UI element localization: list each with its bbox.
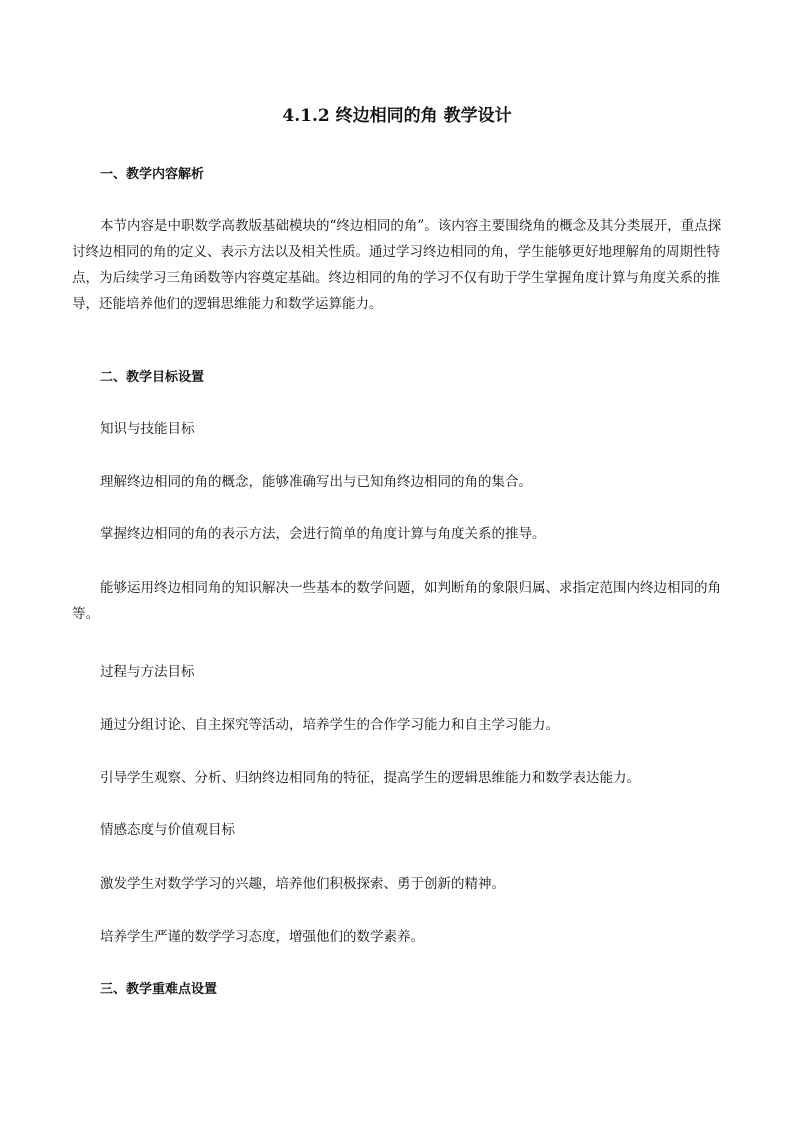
- section-heading-objectives: 二、教学目标设置: [100, 370, 205, 385]
- content-analysis-paragraph: 本节内容是中职数学高教版基础模块的“终边相同的角”。该内容主要围绕角的概念及其分类展开，重点探讨终边相同的角的定义、表示方法以及相关性质。通过学习终边相同的角，学生能够更好地理解角的周期性特点，为后续学习三角函数等内容奠定基础。终边相同的角的学习不仅有助于学生掌握角度计算与角度关系的推导，还能培养他们的逻辑思维能力和数学运算能力。: [72, 218, 722, 312]
- process-methods-label: 过程与方法目标: [100, 664, 195, 680]
- page-title: 4.1.2 终边相同的角 教学设计: [282, 106, 512, 126]
- knowledge-objective-3: 能够运用终边相同角的知识解决一些基本的数学问题，如判断角的象限归属、求指定范围内终边相同的角等。: [72, 580, 721, 622]
- emotion-objective-2: 培养学生严谨的数学学习态度，增强他们的数学素养。: [100, 929, 424, 945]
- process-objective-2: 引导学生观察、分析、归纳终边相同角的特征，提高学生的逻辑思维能力和数学表达能力。: [100, 770, 640, 786]
- knowledge-skills-label: 知识与技能目标: [100, 421, 195, 437]
- knowledge-objective-2: 掌握终边相同的角的表示方法，会进行简单的角度计算与角度关系的推导。: [100, 526, 546, 542]
- emotion-objective-1: 激发学生对数学学习的兴趣，培养他们积极探索、勇于创新的精神。: [100, 876, 505, 892]
- emotion-values-label: 情感态度与价值观目标: [100, 822, 235, 838]
- section-heading-key-difficult-points: 三、教学重难点设置: [100, 982, 218, 997]
- knowledge-objective-1: 理解终边相同的角的概念，能够准确写出与已知角终边相同的角的集合。: [100, 474, 532, 490]
- process-objective-1: 通过分组讨论、自主探究等活动，培养学生的合作学习能力和自主学习能力。: [100, 717, 559, 733]
- section-heading-content-analysis: 一、教学内容解析: [100, 167, 205, 182]
